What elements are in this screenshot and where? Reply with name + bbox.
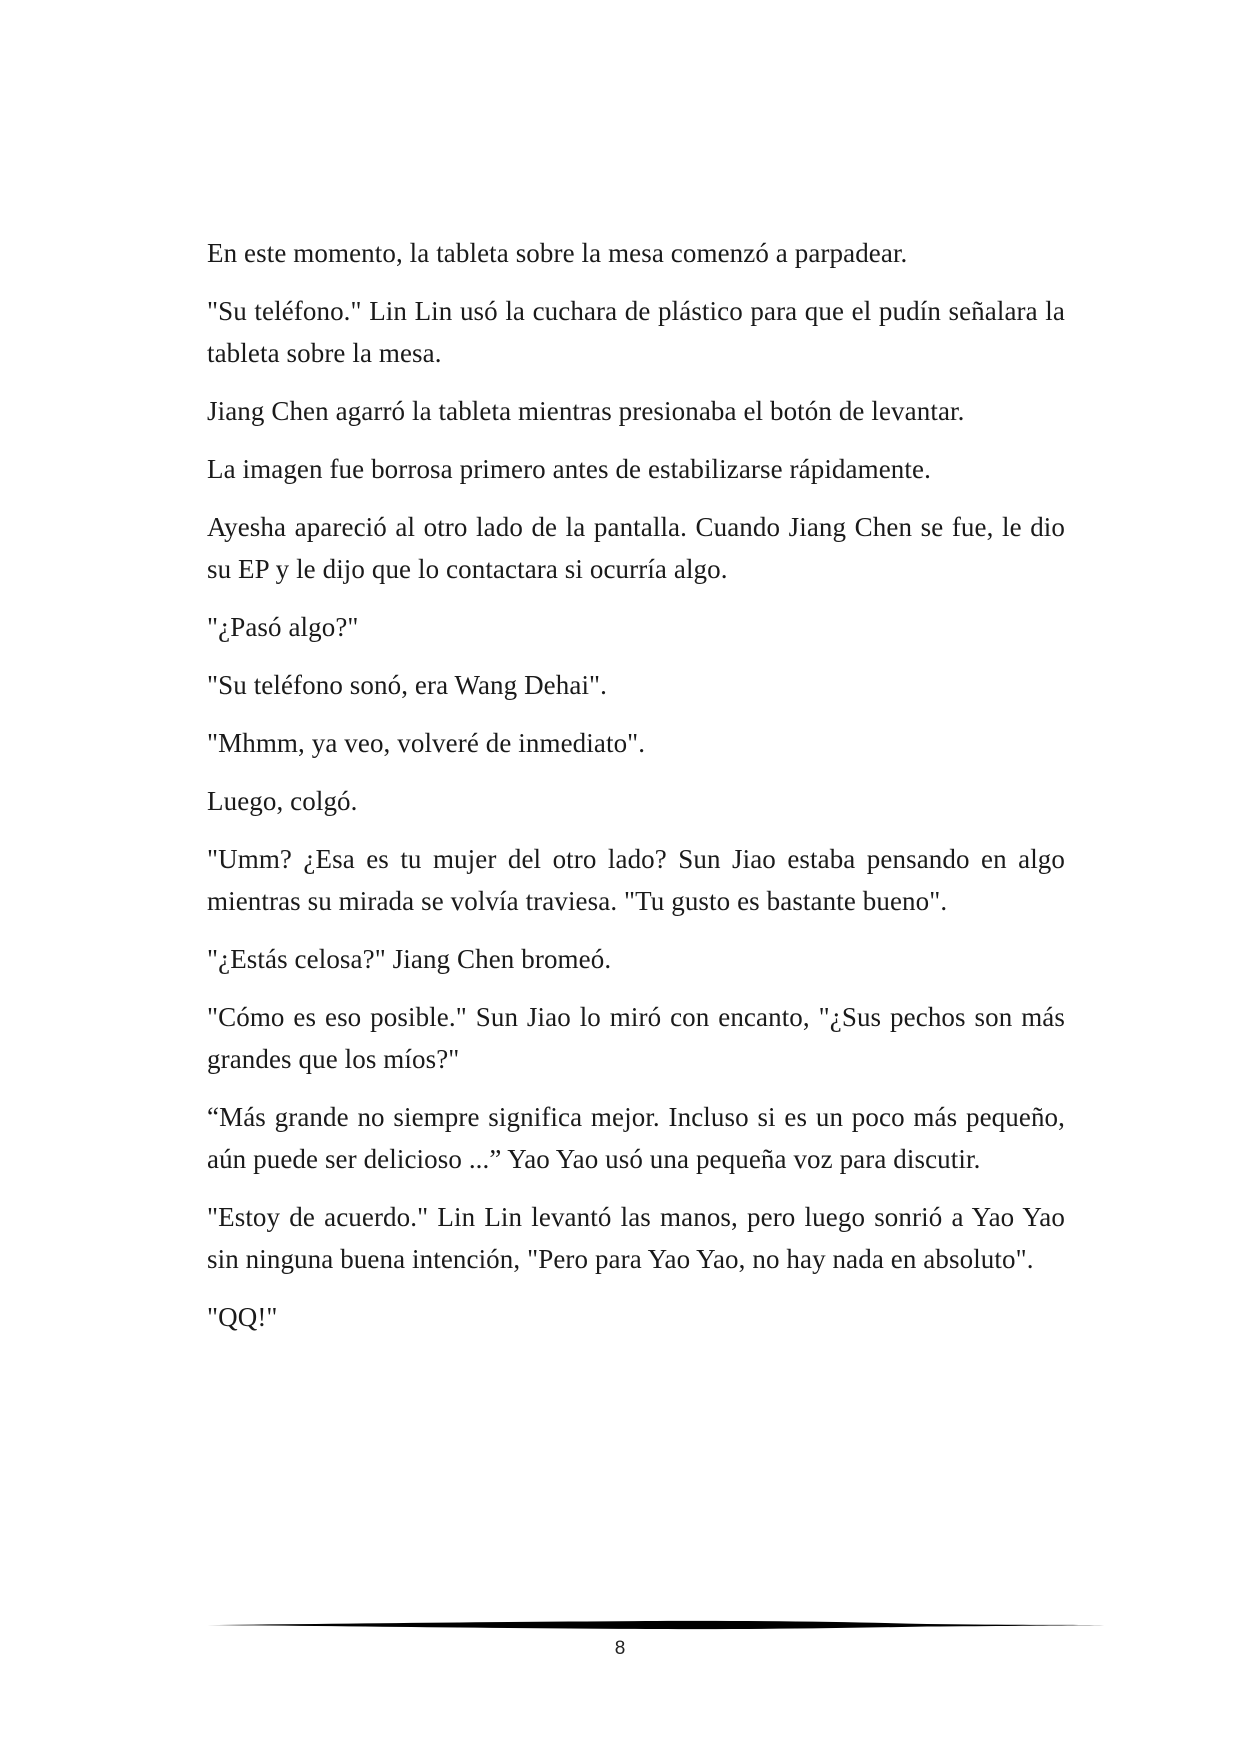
paragraph-14: "Estoy de acuerdo." Lin Lin levantó las manos, pero luego sonrió a Yao Yao sin ninguna buena intención, "Pero para Yao Yao, no hay nada en absoluto".	[207, 1202, 1065, 1274]
paragraph-2: "Su teléfono." Lin Lin usó la cuchara de plástico para que el pudín señalara la tableta sobre la mesa.	[207, 296, 1065, 368]
paragraph-3: Jiang Chen agarró la tableta mientras presionaba el botón de levantar.	[207, 396, 965, 426]
page-body	[207, 232, 1065, 1354]
paragraph-1: En este momento, la tableta sobre la mesa comenzó a parpadear.	[207, 238, 908, 268]
paragraph-7: "Su teléfono sonó, era Wang Dehai".	[207, 670, 608, 700]
paragraph-12: "Cómo es eso posible." Sun Jiao lo miró con encanto, "¿Sus pechos son más grandes que los míos?"	[207, 1002, 1065, 1074]
paragraph-9: Luego, colgó.	[207, 786, 358, 816]
paragraph-13: “Más grande no siempre significa mejor. Incluso si es un poco más pequeño, aún puede ser delicioso ...” Yao Yao usó una pequeña voz para discutir.	[207, 1102, 1065, 1174]
paragraph-5: Ayesha apareció al otro lado de la pantalla. Cuando Jiang Chen se fue, le dio su EP y le dijo que lo contactara si ocurría algo.	[207, 512, 1065, 584]
footer-divider	[207, 1618, 1109, 1632]
paragraph-8: "Mhmm, ya veo, volveré de inmediato".	[207, 728, 646, 758]
page-number: 8	[614, 1638, 626, 1659]
paragraph-10: "Umm? ¿Esa es tu mujer del otro lado? Sun Jiao estaba pensando en algo mientras su mirada se volvía traviesa. "Tu gusto es bastante bueno".	[207, 844, 1065, 916]
paragraph-6: "¿Pasó algo?"	[207, 612, 359, 642]
paragraph-11: "¿Estás celosa?" Jiang Chen bromeó.	[207, 944, 612, 974]
paragraph-15: "QQ!"	[207, 1302, 278, 1332]
paragraph-4: La imagen fue borrosa primero antes de estabilizarse rápidamente.	[207, 454, 931, 484]
